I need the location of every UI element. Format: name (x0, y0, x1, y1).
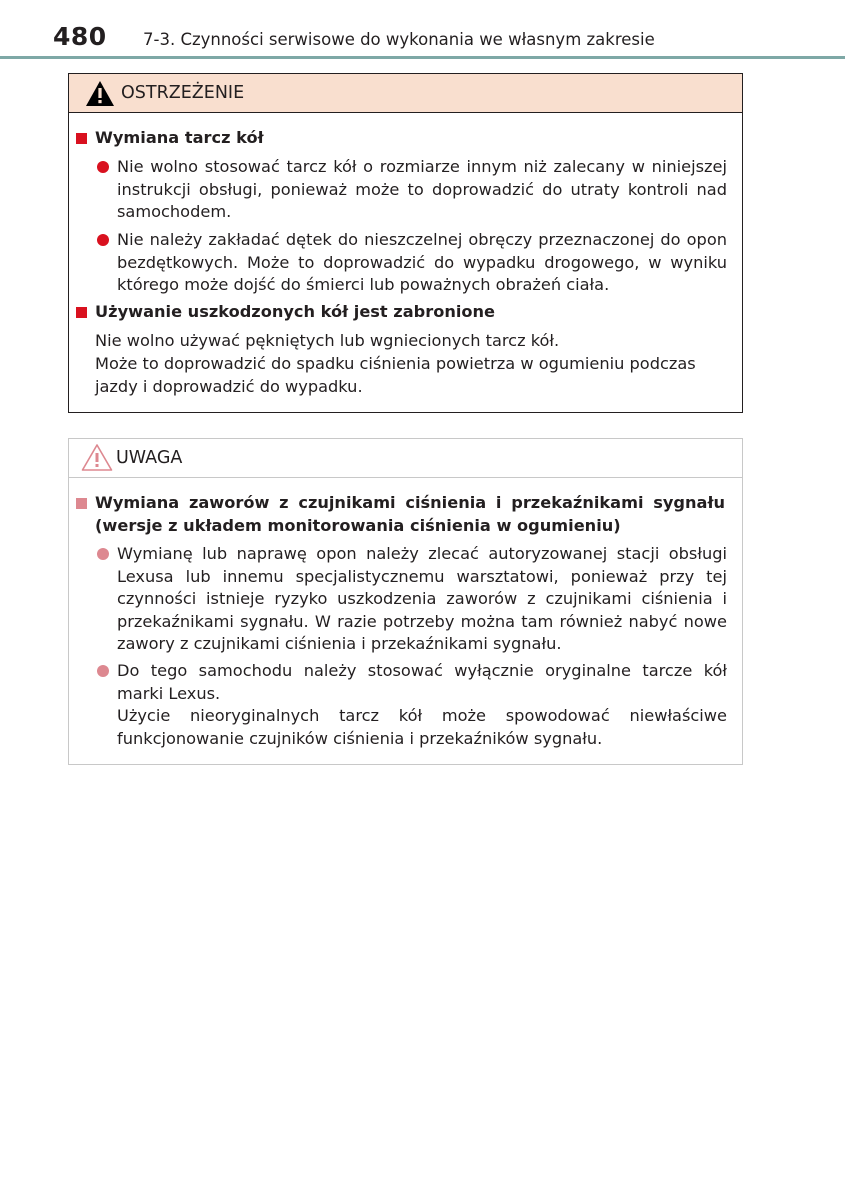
warning-box (68, 73, 743, 413)
round-bullet-icon (97, 665, 109, 677)
square-bullet-icon (76, 133, 87, 144)
header-divider (0, 56, 845, 59)
square-bullet-icon (76, 498, 87, 509)
round-bullet-icon (97, 548, 109, 560)
caution-box (68, 438, 743, 765)
bullet-text: Do tego samochodu należy stosować wyłącznie oryginalne tarcze kół marki Lexus. Użycie nieoryginalnych tarcz kół może spowodować niewłaściwe funkcjonowanie czujników ciśnienia i przekaźników sygnału. (117, 661, 727, 748)
bullet-text: Nie wolno stosować tarcz kół o rozmiarze innym niż zalecany w niniejszej instrukcji obsługi, ponieważ może to doprowadzić do utraty kontroli nad samochodem. (117, 157, 727, 221)
section-title: Wymiana tarcz kół (95, 128, 264, 147)
section-title: Wymiana zaworów z czujnikami ciśnienia i przekaźnikami sygnału (wersje z układem monitorowania ciśnienia w ogumieniu) (95, 493, 725, 535)
caution-label: UWAGA (116, 448, 183, 468)
paragraph-text: Może to doprowadzić do spadku ciśnienia powietrza w ogumieniu podczas jazdy i doprowadzić do wypadku. (95, 354, 696, 396)
warning-label: OSTRZEŻENIE (121, 83, 245, 103)
page-number: 480 (53, 22, 107, 51)
caution-triangle-outline-icon (81, 443, 113, 472)
warning-triangle-icon (85, 80, 115, 107)
section-title: 7-3. Czynności serwisowe do wykonania we własnym zakresie (143, 30, 655, 49)
round-bullet-icon (97, 161, 109, 173)
bullet-text: Nie należy zakładać dętek do nieszczelnej obręczy przeznaczonej do opon bezdętkowych. Może to doprowadzić do wypadku drogowego, w wyniku którego może dojść do śmierci lub poważnych obrażeń ciała. (117, 230, 727, 294)
paragraph-text: Nie wolno używać pękniętych lub wgniecionych tarcz kół. (95, 331, 560, 350)
page-header (0, 0, 845, 58)
bullet-text: Wymianę lub naprawę opon należy zlecać autoryzowanej stacji obsługi Lexusa lub innemu specjalistycznemu warsztatowi, ponieważ przy tej czynności istnieje ryzyko uszkodzenia zaworów z czujnikami ciśnienia i przekaźnikami sygnału. W razie potrzeby można tam również nabyć nowe zawory z czujnikami ciśnienia i przekaźnikami sygnału. (117, 544, 727, 653)
caution-header (69, 439, 742, 478)
section-title: Używanie uszkodzonych kół jest zabronione (95, 302, 496, 321)
round-bullet-icon (97, 234, 109, 246)
warning-header (69, 74, 742, 113)
square-bullet-icon (76, 307, 87, 318)
